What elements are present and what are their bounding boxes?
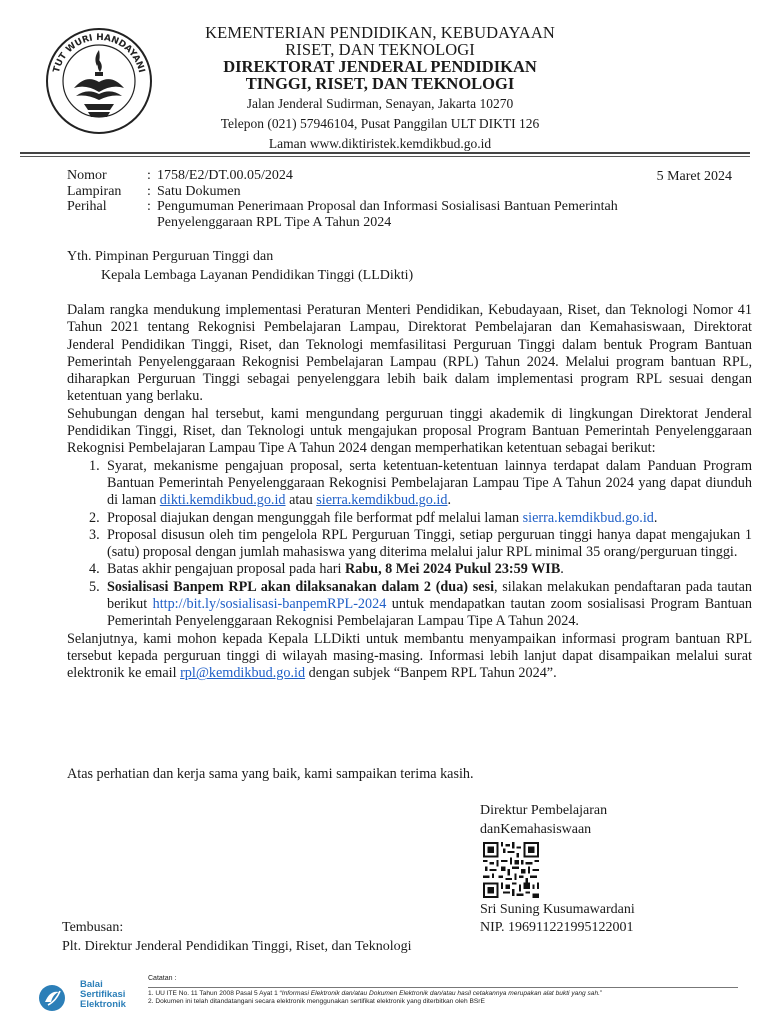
lampiran-separator: : (147, 183, 151, 199)
lampiran-value: Satu Dokumen (157, 183, 241, 199)
signatory-nip: NIP. 196911221995122001 (480, 920, 634, 935)
list-item-text: Proposal disusun oleh tim pengelola RPL Perguruan Tinggi, setiap perguruan tinggi hanya dapat mengajukan 1 (satu) proposal dengan jumlah mahasiswa yang diterima melalui jalur RPL minimal 35 orang/perguruan tinggi. (107, 526, 752, 561)
paragraph-followup: Selanjutnya, kami mohon kepada Kepala LLDikti untuk membantu menyampaikan informasi program bantuan RPL tersebut kepada perguruan tinggi di wilayah masing-masing. Informasi lebih lanjut dapat disampaikan melalui surat elektronik ke email rpl@kemdikbud.go.id dengan subjek “Banpem RPL Tahun 2024”. (67, 630, 752, 682)
bsre-wordmark: Balai Sertifikasi Elektronik (80, 979, 126, 1010)
phone: Telepon (021) 57946104, Pusat Panggilan ULT DIKTI 126 (220, 116, 540, 131)
perihal-label: Perihal (67, 199, 107, 214)
signature-title-line-1: Direktur Pembelajaran (480, 803, 608, 818)
list-item-number: 3. (89, 526, 100, 543)
cc-recipient: Plt. Direktur Jenderal Pendidikan Tinggi, Riset, dan Teknologi (62, 939, 412, 954)
signatory (480, 901, 635, 937)
addressee (67, 248, 667, 285)
directorate-line-1: DIREKTORAT JENDERAL PENDIDIKAN (223, 57, 537, 76)
list-item-number: 2. (89, 509, 100, 526)
addressee-line-1: Yth. Pimpinan Perguruan Tinggi dan (67, 249, 274, 264)
nomor-separator: : (147, 168, 151, 183)
paragraph-invitation: Sehubungan dengan hal tersebut, kami mengundang perguruan tinggi akademik di lingkungan Direktorat Jenderal Pendidikan Tinggi, Riset, dan Teknologi untuk mengajukan proposal Program Bantuan Pemerintah Penyelenggaraan Rekognisi Pembelajaran Lampau Tipe A Tahun 2024 dengan memperhatikan ketentuan sebagai berikut: (67, 405, 752, 457)
perihal-value-line-1: Pengumuman Penerimaan Proposal dan Informasi Sosialisasi Bantuan Pemerintah (157, 199, 618, 214)
address: Jalan Jenderal Sudirman, Senayan, Jakarta 10270 (246, 96, 514, 111)
list-item-text: Proposal diajukan dengan mengunggah file berformat pdf melalui laman sierra.kemdikbud.go.id. (107, 509, 658, 526)
signature-title-line-2: danKemahasiswaan (480, 821, 592, 837)
cc-label: Tembusan: (62, 920, 124, 935)
meta-perihal (67, 199, 752, 230)
letterhead-rule-thin (20, 156, 750, 157)
letterhead (190, 24, 570, 154)
website: Laman www.diktiristek.kemdikbud.go.id (268, 136, 492, 151)
letter-body (67, 302, 752, 683)
list-item-text: Batas akhir pengajuan proposal pada hari Rabu, 8 Mei 2024 Pukul 23:59 WIB. (107, 561, 564, 578)
carbon-copy (62, 918, 412, 956)
directorate-line-2: TINGGI, RISET, DAN TEKNOLOGI (245, 74, 515, 93)
registration-link[interactable]: http://bit.ly/sosialisasi-banpemRPL-2024 (152, 596, 387, 613)
footnote-line-1: 1. UU ITE No. 11 Tahun 2008 Pasal 5 Ayat 1 “Informasi Elektronik dan/atau Dokumen Elektronik dan/atau hasil cetakannya merupakan alat bukti yang sah.” (148, 989, 603, 997)
paragraph-intro: Dalam rangka mendukung implementasi Peraturan Menteri Pendidikan, Kebudayaan, Riset, dan Teknologi Nomor 41 Tahun 2021 tentang Rekognisi Pembelajaran Lampau, Direktorat Pembelajaran dan Kemahasiswaan, Direktorat Jenderal Pendidikan Tinggi, Riset, dan Teknologi memfasilitasi Perguruan Tinggi dalam bentuk Program Bantuan Pemerintah Penyelenggaraan Rekognisi Pembelajaran Lampau (RPL) Tahun 2024. Melalui program bantuan RPL, diharapkan Perguruan Tinggi sebagai penyelenggara lebih baik dalam implementasi program RPL sesuai dengan ketentuan yang berlaku. (67, 302, 752, 405)
signatory-name: Sri Suning Kusumawardani (480, 902, 635, 917)
logo-motto: TUT WURI HANDAYANI (51, 32, 147, 74)
letter-date: 5 Maret 2024 (656, 169, 732, 184)
meta-nomor (67, 168, 752, 184)
tut-wuri-handayani-logo (44, 26, 154, 136)
email-link[interactable]: rpl@kemdikbud.go.id (180, 665, 306, 682)
list-item (89, 579, 752, 631)
sierra-link[interactable]: sierra.kemdikbud.go.id (316, 492, 448, 509)
ministry-line-1: KEMENTERIAN PENDIDIKAN, KEBUDAYAAN (205, 23, 555, 42)
signature-title (480, 802, 680, 839)
closing-sentence: Atas perhatian dan kerja sama yang baik, kami sampaikan terima kasih. (67, 766, 474, 782)
list-item (89, 510, 752, 527)
meta-lampiran (67, 184, 752, 200)
addressee-line-2: Kepala Lembaga Layanan Pendidikan Tinggi (LLDikti) (101, 267, 414, 283)
perihal-value (157, 199, 752, 230)
list-item-number: 4. (89, 561, 100, 578)
dikti-link[interactable]: dikti.kemdikbud.go.id (159, 492, 286, 509)
list-item (89, 527, 752, 562)
letterhead-rule-thick (20, 152, 750, 154)
qr-code (481, 842, 541, 898)
letter-meta (67, 168, 752, 230)
lampiran-label: Lampiran (67, 183, 122, 199)
footnote-separator (148, 987, 738, 988)
nomor-value: 1758/E2/DT.00.05/2024 (157, 168, 293, 183)
list-item (89, 458, 752, 510)
list-item-number: 1. (89, 457, 100, 474)
footnote-line-2: 2. Dokumen ini telah ditandatangani secara elektronik menggunakan sertifikat elektronik yang diterbitkan oleh BSrE (148, 998, 485, 1006)
nomor-label: Nomor (67, 168, 107, 183)
footnote-label: Catatan : (148, 975, 177, 982)
sierra-upload-link[interactable]: sierra.kemdikbud.go.id (522, 509, 654, 526)
perihal-separator: : (147, 199, 151, 214)
list-item (89, 561, 752, 578)
footnote (148, 975, 760, 1007)
perihal-value-line-2: Penyelenggaraan RPL Tipe A Tahun 2024 (157, 214, 392, 230)
ministry-line-2: RISET, DAN TEKNOLOGI (285, 40, 475, 59)
deadline: Rabu, 8 Mei 2024 Pukul 23:59 WIB (344, 561, 561, 578)
list-item-number: 5. (89, 578, 100, 595)
requirements-list (89, 458, 752, 631)
list-item-text: Syarat, mekanisme pengajuan proposal, serta ketentuan-ketentuan lainnya terdapat dalam Panduan Program Bantuan Pemerintah Penyelenggaraan Rekognisi Pembelajaran Lampau Tipe A Tahun 2024 yang dapat diunduh di laman dikti.kemdikbud.go.id atau sierra.kemdikbud.go.id. (107, 457, 752, 509)
list-item-text: Sosialisasi Banpem RPL akan dilaksanakan dalam 2 (dua) sesi, silakan melakukan pendaftaran pada tautan berikut http://bit.ly/sosialisasi-banpemRPL-2024 untuk mendapatkan tautan zoom sosialisasi Program Bantuan Pemerintah Penyelenggaraan Rekognisi Pembelajaran Lampau Tipe A Tahun 2024. (107, 578, 752, 630)
socialization-note: Sosialisasi Banpem RPL akan dilaksanakan dalam 2 (dua) sesi (107, 578, 495, 595)
